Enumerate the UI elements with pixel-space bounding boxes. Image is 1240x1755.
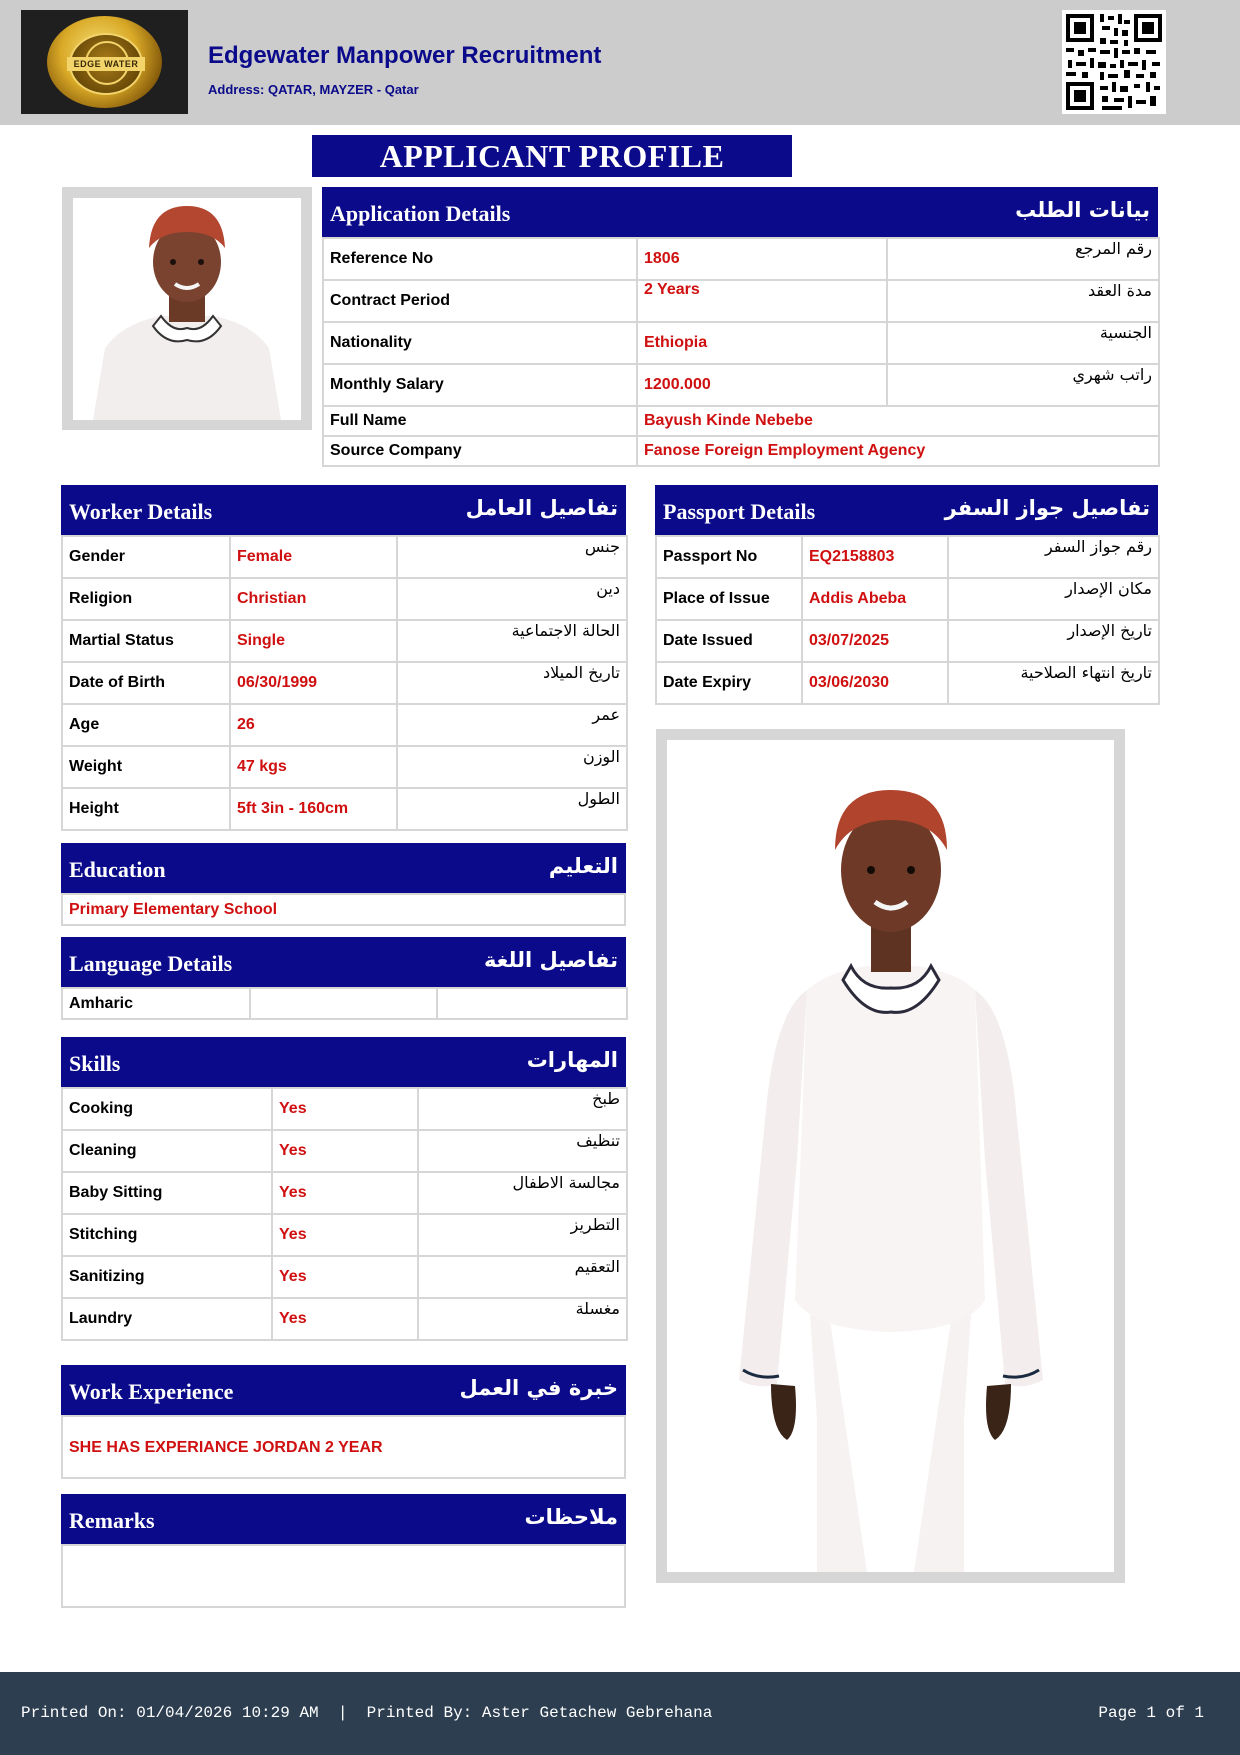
field-value: 03/06/2030 xyxy=(802,662,948,704)
table-row xyxy=(62,988,627,1019)
passport-details-header xyxy=(655,485,1158,535)
work-experience-box xyxy=(61,1415,626,1479)
field-label-arabic: رقم المرجع xyxy=(887,238,1159,280)
field-label: Place of Issue xyxy=(656,578,802,620)
table-row xyxy=(62,536,627,578)
table-row xyxy=(656,578,1159,620)
skill-label-arabic: التعقيم xyxy=(418,1256,627,1298)
education-table xyxy=(61,893,626,926)
field-value: Female xyxy=(230,536,397,578)
section-title-arabic: تفاصيل اللغة xyxy=(483,948,618,972)
worker-details-header xyxy=(61,485,626,535)
table-row xyxy=(62,620,627,662)
skills-table xyxy=(61,1087,628,1341)
field-label: Weight xyxy=(62,746,230,788)
field-value: 2 Years xyxy=(637,280,887,322)
table-row xyxy=(323,364,1159,406)
field-label: Age xyxy=(62,704,230,746)
company-address: Address: QATAR, MAYZER - Qatar xyxy=(208,82,419,97)
language-item: Amharic xyxy=(62,988,250,1019)
skill-value: Yes xyxy=(272,1088,418,1130)
table-row xyxy=(62,704,627,746)
work-experience-header xyxy=(61,1365,626,1415)
field-label-arabic: تاريخ الإصدار xyxy=(948,620,1159,662)
page-footer xyxy=(0,1672,1240,1755)
skill-label-arabic: تنظيف xyxy=(418,1130,627,1172)
field-label: Reference No xyxy=(323,238,637,280)
table-row xyxy=(323,436,1159,466)
section-title-arabic: التعليم xyxy=(548,854,618,878)
field-label-arabic: مكان الإصدار xyxy=(948,578,1159,620)
field-label-arabic: دين xyxy=(397,578,627,620)
field-label-arabic: الطول xyxy=(397,788,627,830)
company-name: Edgewater Manpower Recruitment xyxy=(208,42,602,69)
language-item xyxy=(437,988,627,1019)
section-title: Skills xyxy=(69,1051,121,1076)
table-row xyxy=(62,1130,627,1172)
language-details-header xyxy=(61,937,626,987)
field-label-arabic: الحالة الاجتماعية xyxy=(397,620,627,662)
section-title-arabic: بيانات الطلب xyxy=(1015,198,1150,222)
skill-label: Cooking xyxy=(62,1088,272,1130)
field-value: 5ft 3in - 160cm xyxy=(230,788,397,830)
field-label-arabic: جنس xyxy=(397,536,627,578)
print-info: Printed On: 01/04/2026 10:29 AM | Printed By: Aster Getachew Gebrehana xyxy=(21,1704,713,1722)
section-title-arabic: تفاصيل جواز السفر xyxy=(944,496,1150,520)
section-title-arabic: المهارات xyxy=(526,1048,618,1072)
table-row xyxy=(656,536,1159,578)
section-title: Application Details xyxy=(330,201,511,226)
page-number: Page 1 of 1 xyxy=(1098,1704,1204,1722)
skill-label: Baby Sitting xyxy=(62,1172,272,1214)
field-label-arabic: رقم جواز السفر xyxy=(948,536,1159,578)
field-value: 47 kgs xyxy=(230,746,397,788)
field-label-arabic: الوزن xyxy=(397,746,627,788)
section-title-arabic: خبرة في العمل xyxy=(459,1376,618,1400)
field-label: Contract Period xyxy=(323,280,637,322)
remarks-header xyxy=(61,1494,626,1544)
field-label-arabic: مدة العقد xyxy=(887,280,1159,322)
field-label: Date Issued xyxy=(656,620,802,662)
field-value: Single xyxy=(230,620,397,662)
worker-details-table xyxy=(61,535,628,831)
education-value: Primary Elementary School xyxy=(62,894,625,925)
source-company-label: Source Company xyxy=(323,436,637,466)
table-row xyxy=(656,620,1159,662)
field-label: Nationality xyxy=(323,322,637,364)
application-details-header xyxy=(322,187,1158,237)
page-header xyxy=(0,0,1240,125)
field-value: Addis Abeba xyxy=(802,578,948,620)
education-header xyxy=(61,843,626,893)
skill-label: Laundry xyxy=(62,1298,272,1340)
language-item xyxy=(250,988,437,1019)
section-title: Passport Details xyxy=(663,499,816,524)
section-title: Worker Details xyxy=(69,499,213,524)
language-table xyxy=(61,987,628,1020)
field-label: Religion xyxy=(62,578,230,620)
skill-label-arabic: مغسلة xyxy=(418,1298,627,1340)
full-body-photo-frame xyxy=(656,729,1125,1583)
logo-text: EDGE WATER xyxy=(67,57,145,71)
skill-value: Yes xyxy=(272,1130,418,1172)
skill-value: Yes xyxy=(272,1256,418,1298)
section-title-arabic: ملاحظات xyxy=(524,1505,618,1529)
skill-label: Cleaning xyxy=(62,1130,272,1172)
field-value: Ethiopia xyxy=(637,322,887,364)
table-row xyxy=(323,406,1159,436)
field-label: Monthly Salary xyxy=(323,364,637,406)
field-value: 06/30/1999 xyxy=(230,662,397,704)
field-label-arabic: راتب شهري xyxy=(887,364,1159,406)
table-row xyxy=(62,1256,627,1298)
page-title: APPLICANT PROFILE xyxy=(312,135,792,177)
field-value: EQ2158803 xyxy=(802,536,948,578)
application-details-table xyxy=(322,237,1160,467)
section-title: Work Experience xyxy=(69,1379,234,1404)
section-title-arabic: تفاصيل العامل xyxy=(465,496,618,520)
table-row xyxy=(62,578,627,620)
skill-label: Stitching xyxy=(62,1214,272,1256)
table-row xyxy=(62,788,627,830)
table-row xyxy=(62,1088,627,1130)
skill-value: Yes xyxy=(272,1298,418,1340)
table-row xyxy=(62,894,625,925)
logo-seal-icon xyxy=(47,16,162,108)
table-row xyxy=(323,322,1159,364)
field-label: Date of Birth xyxy=(62,662,230,704)
section-title: Remarks xyxy=(69,1508,155,1533)
table-row xyxy=(323,238,1159,280)
skill-value: Yes xyxy=(272,1214,418,1256)
skill-label-arabic: التطريز xyxy=(418,1214,627,1256)
field-label: Martial Status xyxy=(62,620,230,662)
skill-label: Sanitizing xyxy=(62,1256,272,1298)
full-name-value: Bayush Kinde Nebebe xyxy=(637,406,1159,436)
field-label-arabic: الجنسية xyxy=(887,322,1159,364)
remarks-box xyxy=(61,1544,626,1608)
table-row xyxy=(62,1214,627,1256)
table-row xyxy=(62,1172,627,1214)
field-value: 26 xyxy=(230,704,397,746)
applicant-portrait-photo xyxy=(73,198,301,420)
skill-value: Yes xyxy=(272,1172,418,1214)
qr-code-icon xyxy=(1062,10,1166,114)
field-value: 1200.000 xyxy=(637,364,887,406)
table-row xyxy=(656,662,1159,704)
field-value: Christian xyxy=(230,578,397,620)
company-logo xyxy=(21,10,188,114)
full-name-label: Full Name xyxy=(323,406,637,436)
field-value: 1806 xyxy=(637,238,887,280)
field-label-arabic: تاريخ انتهاء الصلاحية xyxy=(948,662,1159,704)
skill-label-arabic: طبخ xyxy=(418,1088,627,1130)
skills-header xyxy=(61,1037,626,1087)
field-label-arabic: عمر xyxy=(397,704,627,746)
table-row xyxy=(323,280,1159,322)
source-company-value: Fanose Foreign Employment Agency xyxy=(637,436,1159,466)
applicant-full-body-photo xyxy=(667,740,1114,1572)
field-label-arabic: تاريخ الميلاد xyxy=(397,662,627,704)
field-label: Passport No xyxy=(656,536,802,578)
passport-details-table xyxy=(655,535,1160,705)
table-row xyxy=(62,746,627,788)
table-row xyxy=(62,1298,627,1340)
skill-label-arabic: مجالسة الاطفال xyxy=(418,1172,627,1214)
field-label: Gender xyxy=(62,536,230,578)
field-label: Height xyxy=(62,788,230,830)
table-row xyxy=(62,662,627,704)
field-value: 03/07/2025 xyxy=(802,620,948,662)
portrait-photo-frame xyxy=(62,187,312,430)
field-label: Date Expiry xyxy=(656,662,802,704)
work-experience-value: SHE HAS EXPERIANCE JORDAN 2 YEAR xyxy=(69,1439,383,1456)
section-title: Education xyxy=(69,857,166,882)
section-title: Language Details xyxy=(69,951,233,976)
